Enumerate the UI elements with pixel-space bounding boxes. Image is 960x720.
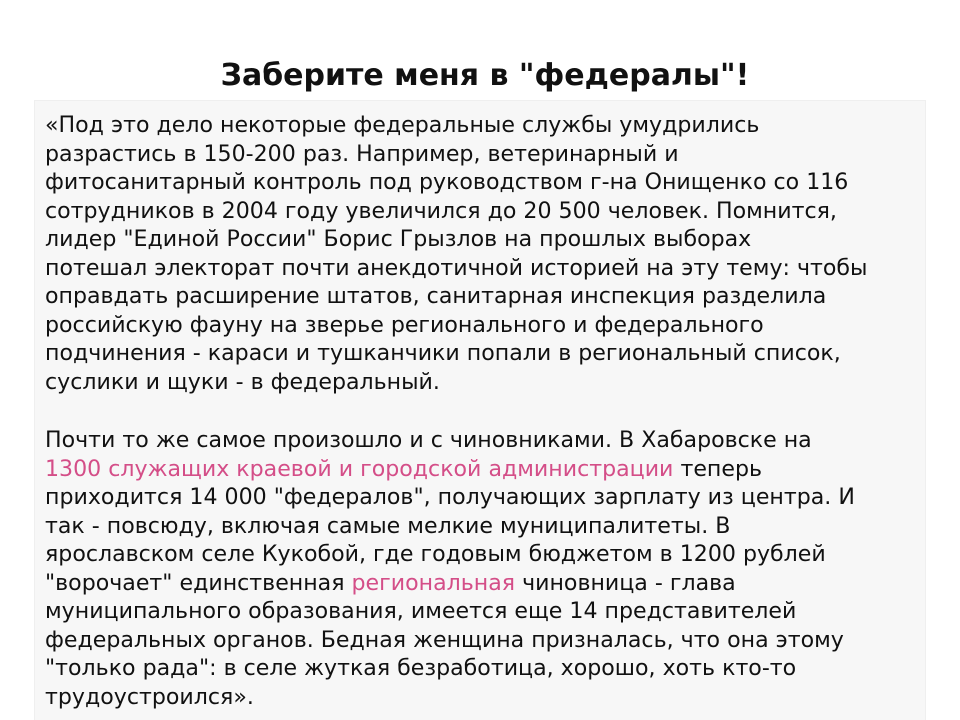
- paragraph-2-line-6-start: "ворочает" единственная: [45, 569, 352, 596]
- paragraph-2-line-5: ярославском селе Кукобой, где годовым бюджетом в 1200 рублей: [45, 541, 826, 567]
- paragraph-2-line-3: приходится 14 000 "федералов", получающих зарплату из центра. И: [45, 484, 855, 510]
- paragraph-2-line-1: Почти то же самое произошло и с чиновниками. В Хабаровске на: [45, 427, 812, 453]
- paragraph-2-line-7: муниципального образования, имеется еще 14 представителей: [45, 598, 797, 624]
- paragraph-1-line-2: разрастись в 150-200 раз. Например, ветеринарный и: [45, 140, 679, 167]
- paragraph-2-line-8: федеральных органов. Бедная женщина призналась, что она этому: [45, 626, 844, 653]
- highlighted-administration-staff: 1300 служащих краевой и городской администрации: [45, 455, 674, 482]
- paragraph-1-line-10: суслики и щуки - в федеральный.: [45, 368, 440, 395]
- quote-box: [34, 100, 926, 720]
- paragraph-2-line-4: так - повсюду, включая самые мелкие муниципалитеты. В: [45, 512, 731, 539]
- paragraph-1-line-8: российскую фауну на зверье регионального и федерального: [45, 311, 764, 338]
- paragraph-1-line-7: оправдать расширение штатов, санитарная инспекция разделила: [45, 283, 827, 309]
- paragraph-1-line-1: «Под это дело некоторые федеральные службы умудрились: [45, 112, 760, 138]
- paragraph-1-line-9: подчинения - караси и тушканчики попали в региональный список,: [45, 340, 841, 366]
- quote-paragraph-2: [45, 426, 925, 711]
- paragraph-1-line-5: лидер "Единой России" Борис Грызлов на прошлых выборах: [45, 226, 752, 252]
- slide-title: Заберите меня в "федералы"!: [220, 58, 750, 94]
- paragraph-1-line-6: потешал электорат почти анекдотичной историей на эту тему: чтобы: [45, 254, 868, 281]
- paragraph-1-line-3: фитосанитарный контроль под руководством г-на Онищенко со 116: [45, 169, 849, 195]
- paragraph-2-line-6: [45, 569, 925, 598]
- highlighted-regional: региональная: [351, 569, 516, 596]
- paragraph-2-line-10: трудоустроился».: [45, 683, 254, 710]
- paragraph-2-line-6-rest: чиновница - глава: [515, 569, 736, 596]
- paragraph-2-line-2: [45, 455, 925, 484]
- paragraph-1-line-4: сотрудников в 2004 году увеличился до 20 500 человек. Помнится,: [45, 197, 837, 224]
- paragraph-2-line-2-rest: теперь: [673, 455, 762, 482]
- quote-paragraph-1: [45, 111, 925, 396]
- paragraph-2-line-9: "только рада": в селе жуткая безработица, хорошо, хоть кто-то: [45, 655, 797, 681]
